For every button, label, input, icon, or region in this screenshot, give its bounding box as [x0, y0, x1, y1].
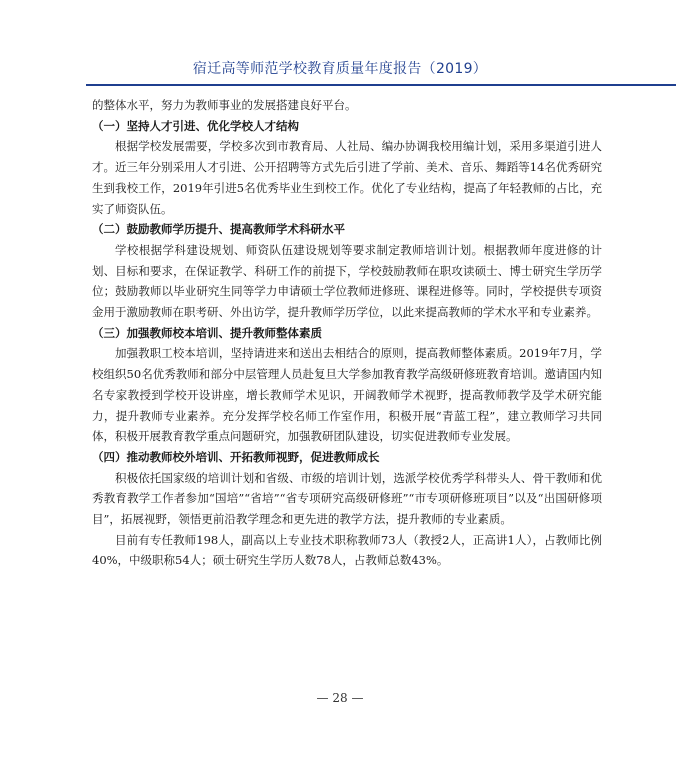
page-number: — 28 — — [316, 691, 364, 705]
section-heading-3: （三）加强教师校本培训、提升教师整体素质 — [92, 325, 322, 340]
continuation-paragraph: 的整体水平，努力为教师事业的发展搭建良好平台。 — [92, 98, 357, 112]
section-2-paragraph-1: 学校根据学科建设规划、师资队伍建设规划等要求制定教师培训计划。根据教师年度进修的计划、目标和要求，在保证教学、科研工作的前提下，学校鼓励教师在职攻读硕士、博士研究生学历学位；鼓励教师以毕业研究生同等学力申请硕士学位教师进修班、课程进修等。同时，学校提供专项资金用于激励教师在职考研、外出访学，提升教师学历学位，以此来提高教师的学术水平和专业素养。 — [92, 242, 602, 320]
section-heading-4: （四）推动教师校外培训、开拓教师视野，促进教师成长 — [92, 449, 380, 464]
report-header-title: 宿迁高等师范学校教育质量年度报告（2019） — [192, 61, 488, 77]
section-3-paragraph-1: 加强教职工校本培训，坚持请进来和送出去相结合的原则，提高教师整体素质。2019年7月，学校组织50名优秀教师和部分中层管理人员赴复旦大学参加教育教学高级研修班教育培训。邀请国内知名专家教授到学校开设讲座，增长教师学术见识，开阔教师学术视野，提高教师教学及学术研究能力，提升教师专业素养。充分发挥学校名师工作室作用，积极开展“青蓝工程”，建立教师学习共同体，积极开展教育教学重点问题研究，加强教研团队建设，切实促进教师专业发展。 — [92, 346, 602, 444]
section-heading-2: （二）鼓励教师学历提升、提高教师学术科研水平 — [92, 222, 345, 237]
document-body — [92, 95, 602, 571]
section-4-paragraph-1: 积极依托国家级的培训计划和省级、市级的培训计划，选派学校优秀学科带头人、骨干教师和优秀教育教学工作者参加“国培”“省培”“省专项研究高级研修班”“市专项研修班项目”以及“出国研修项目”，拓展视野，领悟更前沿教学理念和更先进的教学方法，提升教师的专业素质。 — [92, 470, 602, 527]
section-heading-1: （一）坚持人才引进、优化学校人才结构 — [92, 118, 299, 133]
header-divider — [86, 84, 676, 86]
section-1-paragraph-1: 根据学校发展需要，学校多次到市教育局、人社局、编办协调我校用编计划，采用多渠道引进人才。近三年分别采用人才引进、公开招聘等方式先后引进了学前、美术、音乐、舞蹈等14名优秀研究生到我校工作，2019年引进5名优秀毕业生到校工作。优化了专业结构，提高了年轻教师的占比，充实了师资队伍。 — [92, 139, 602, 216]
section-4-paragraph-2: 目前有专任教师198人，副高以上专业技术职称教师73人（教授2人，正高讲1人），占教师比例40%，中级职称54人；硕士研究生学历人数78人，占教师总数43%。 — [92, 532, 602, 568]
